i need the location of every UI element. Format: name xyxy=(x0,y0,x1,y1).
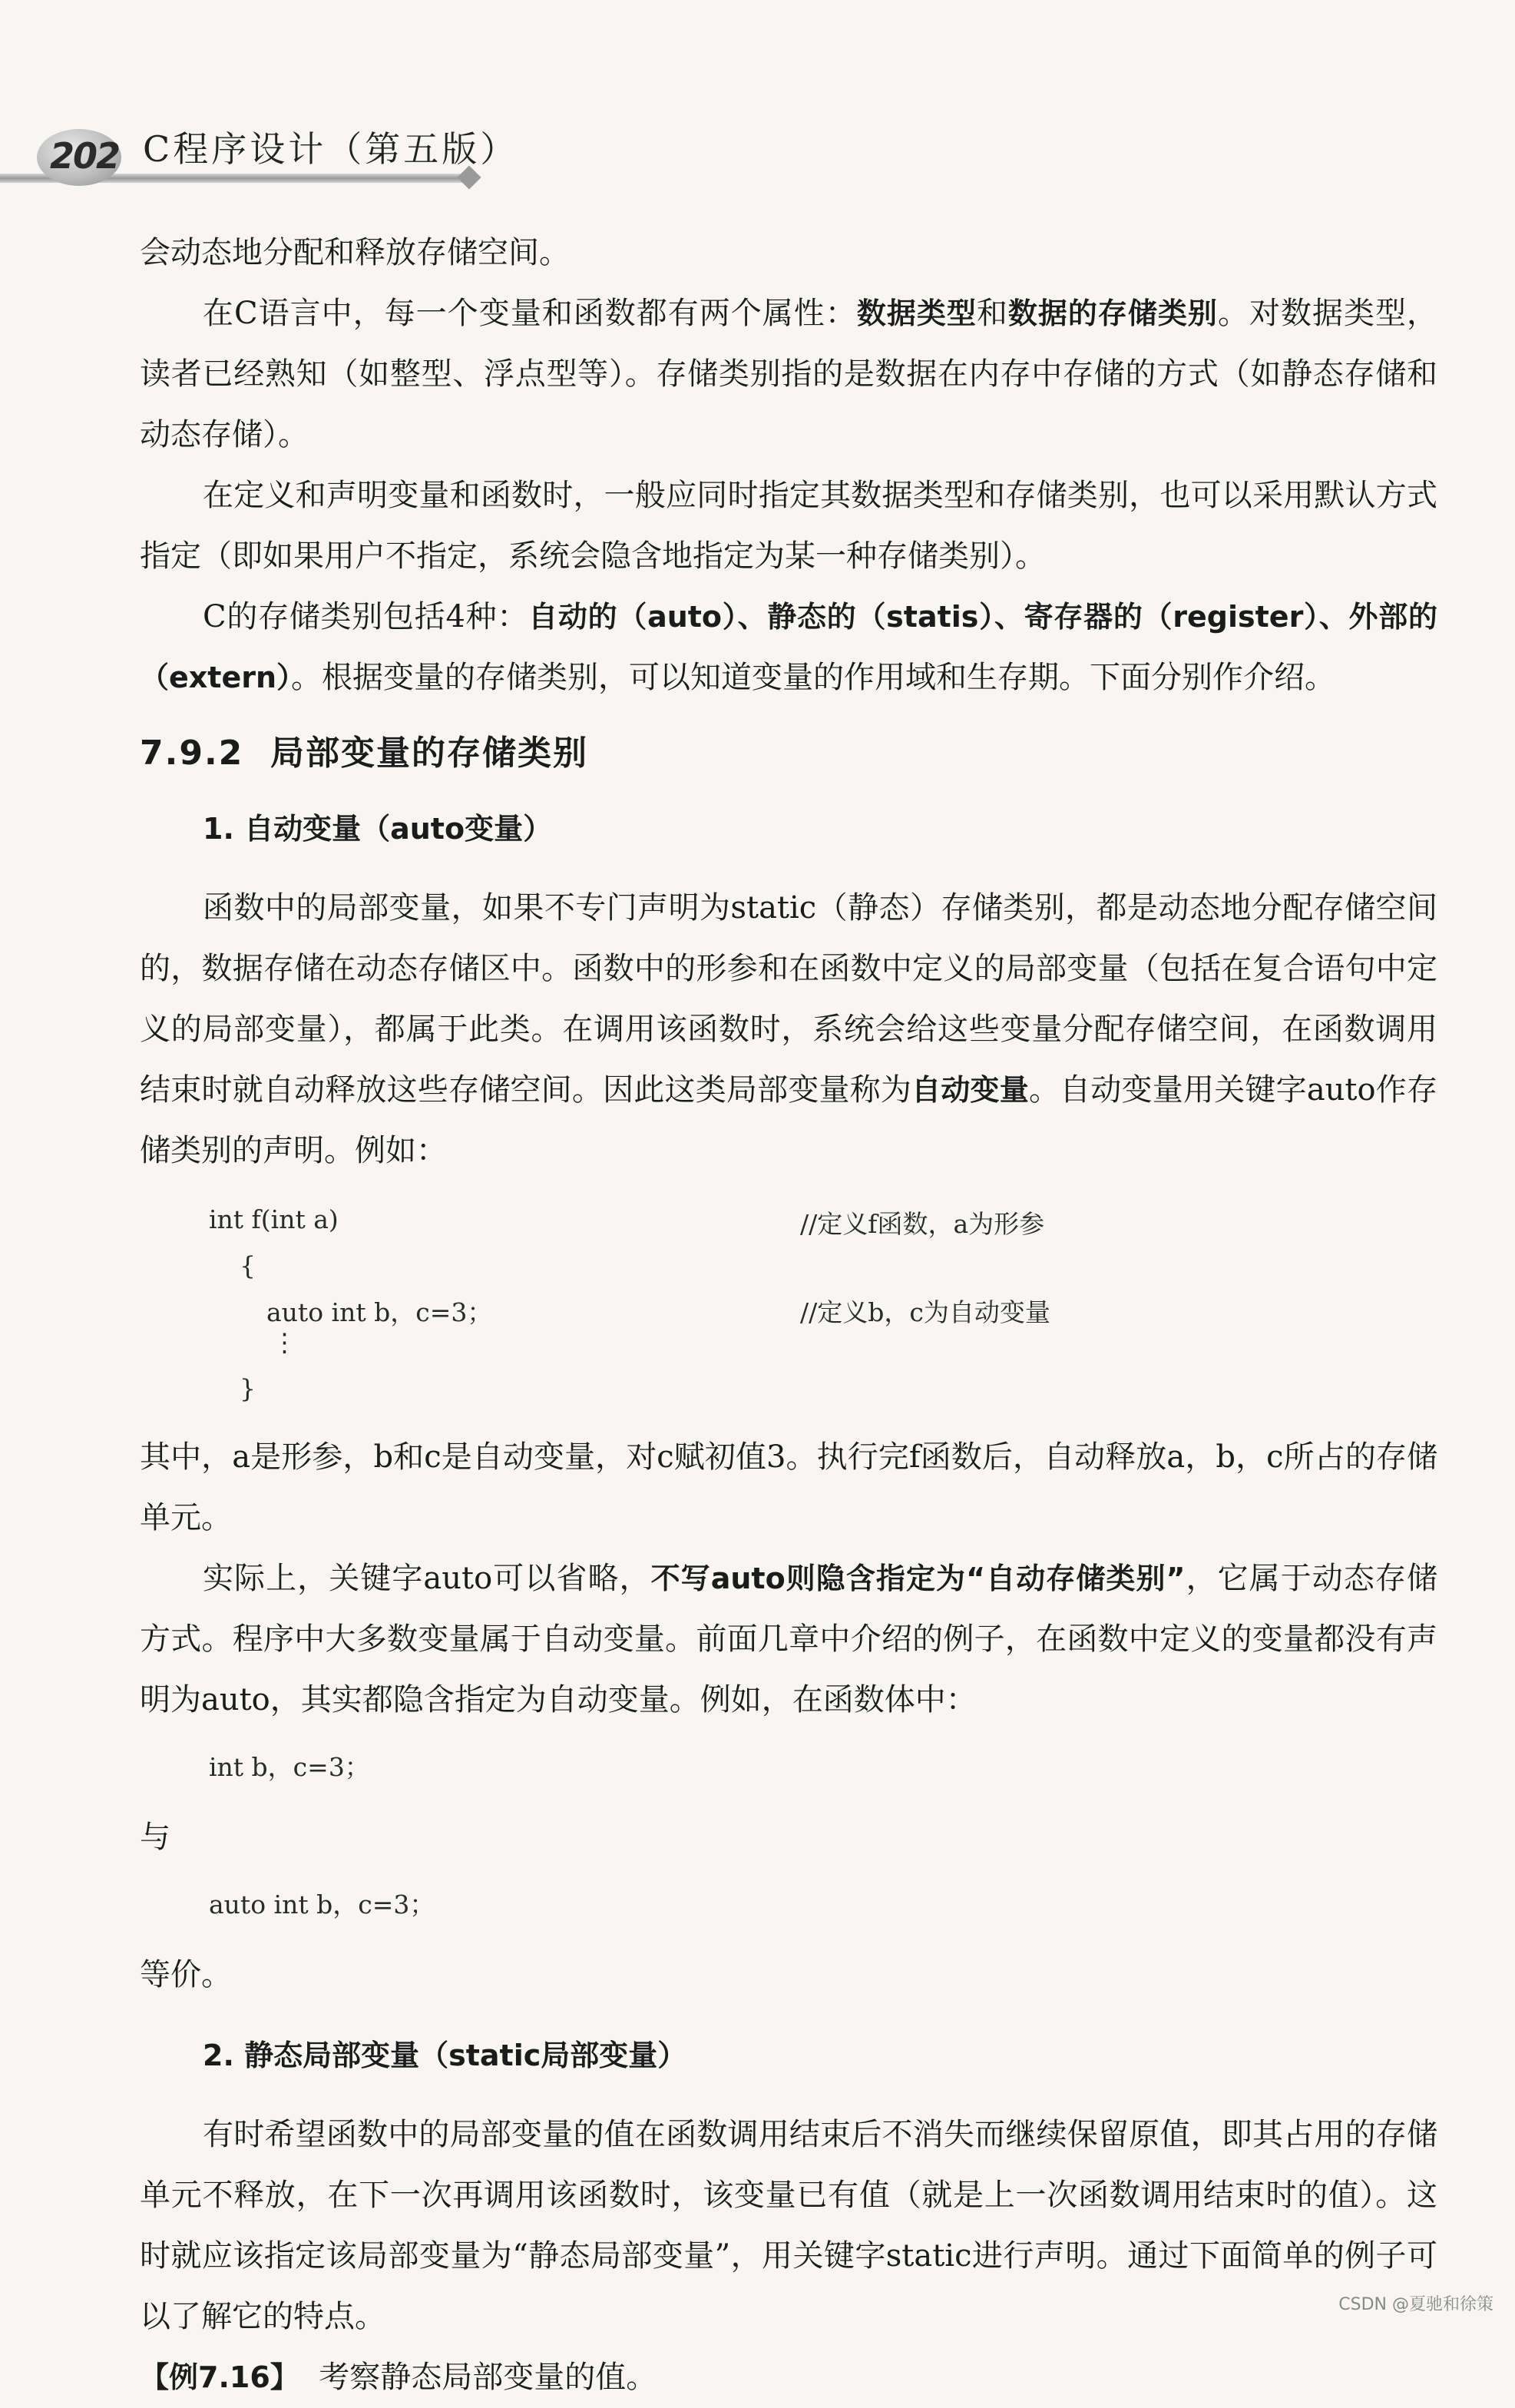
code-line: int f(int a) xyxy=(209,1204,339,1234)
paragraph xyxy=(140,1548,1437,1731)
text-run: 函数中的局部变量，如果不专门声明为static（静态）存储类别，都是动态地分配存储空间的，数据存储在动态存储区中。函数中的形参和在函数中定义的局部变量（包括在复合语句中定义的局部变量），都属于此类。在调用该函数时，系统会给这些变量分配存储空间，在函数调用结束时就自动释放这些存储空间。因此这类局部变量称为 xyxy=(140,890,1437,1108)
paragraph: 有时希望函数中的局部变量的值在函数调用结束后不消失而继续保留原值，即其占用的存储单元不释放，在下一次再调用该函数时，该变量已有值（就是上一次函数调用结束时的值）。这时就应该指定该局部变量为“静态局部变量”，用关键字static进行声明。通过下面简单的例子可以了解它的特点。 xyxy=(140,2117,1437,2334)
section-number: 7.9.2 xyxy=(140,734,244,773)
bold-term: 数据的存储类别 xyxy=(1007,296,1218,330)
code-line: { xyxy=(240,1250,256,1280)
paragraph xyxy=(140,283,1437,465)
example-text: 考察静态局部变量的值。 xyxy=(319,2360,657,2395)
code-line: auto int b，c=3； xyxy=(209,1890,435,1919)
book-title: C程序设计（第五版） xyxy=(143,128,519,170)
text-run: 和 xyxy=(976,296,1008,331)
text-run: 。对数据类型，读者已经熟知（如整型、浮点型等）。存储类别指的是数据在内存中存储的方式（如静态存储和动态存储）。 xyxy=(140,296,1438,452)
paragraph: 其中，a是形参，b和c是自动变量，对c赋初值3。执行完f函数后，自动释放a，b，c所占的存储单元。 xyxy=(140,1439,1437,1535)
code-ellipsis: ⋮ xyxy=(272,1327,297,1357)
page-header xyxy=(0,0,1515,200)
paragraph: 等价。 xyxy=(140,1957,232,1992)
code-line: auto int b，c=3； xyxy=(266,1297,493,1327)
bold-term: 数据类型 xyxy=(856,296,977,330)
section-title: 局部变量的存储类别 xyxy=(270,734,588,773)
example-line xyxy=(140,2347,1437,2408)
bold-term: 自动变量 xyxy=(911,1073,1029,1107)
paragraph: 在定义和声明变量和函数时，一般应同时指定其数据类型和存储类别，也可以采用默认方式指定（即如果用户不指定，系统会隐含地指定为某一种存储类别）。 xyxy=(140,478,1437,574)
example-label: 【例7.16】 xyxy=(140,2360,299,2394)
page-number: 202 xyxy=(49,135,120,177)
code-comment: //定义b，c为自动变量 xyxy=(800,1297,1050,1327)
bold-term: 自动的（auto）、静态的（statis）、寄存器的（register）、外部的（extern） xyxy=(140,600,1437,694)
subsection-heading-static: 2. 静态局部变量（static局部变量） xyxy=(203,2039,687,2072)
text-run: 。自动变量用关键字auto作存储类别的声明。例如： xyxy=(140,1072,1437,1168)
text-run: 。根据变量的存储类别，可以知道变量的作用域和生存期。下面分别作介绍。 xyxy=(291,660,1336,695)
code-example xyxy=(209,1189,1437,1419)
paragraph: 与 xyxy=(140,1820,170,1855)
page-body xyxy=(140,223,1437,2408)
code-line: } xyxy=(240,1373,256,1403)
paragraph: 会动态地分配和释放存储空间。 xyxy=(140,235,570,270)
subsection-heading-auto: 1. 自动变量（auto变量） xyxy=(203,812,553,846)
text-run: ，它属于动态存储方式。程序中大多数变量属于自动变量。前面几章中介绍的例子，在函数中定义的变量都没有声明为auto，其实都隐含指定为自动变量。例如，在函数体中： xyxy=(140,1561,1437,1717)
section-heading xyxy=(140,725,1437,774)
text-run: 在C语言中，每一个变量和函数都有两个属性： xyxy=(203,296,857,331)
watermark: CSDN @夏驰和徐策 xyxy=(1338,2295,1493,2314)
bold-term: 不写auto则隐含指定为“自动存储类别” xyxy=(650,1562,1186,1595)
text-run: 实际上，关键字auto可以省略， xyxy=(203,1561,651,1596)
paragraph xyxy=(140,587,1437,708)
code-comment: //定义f函数，a为形参 xyxy=(800,1209,1045,1239)
text-run: C的存储类别包括4种： xyxy=(203,599,529,634)
code-line: int b，c=3； xyxy=(209,1752,370,1782)
paragraph xyxy=(140,878,1437,1181)
